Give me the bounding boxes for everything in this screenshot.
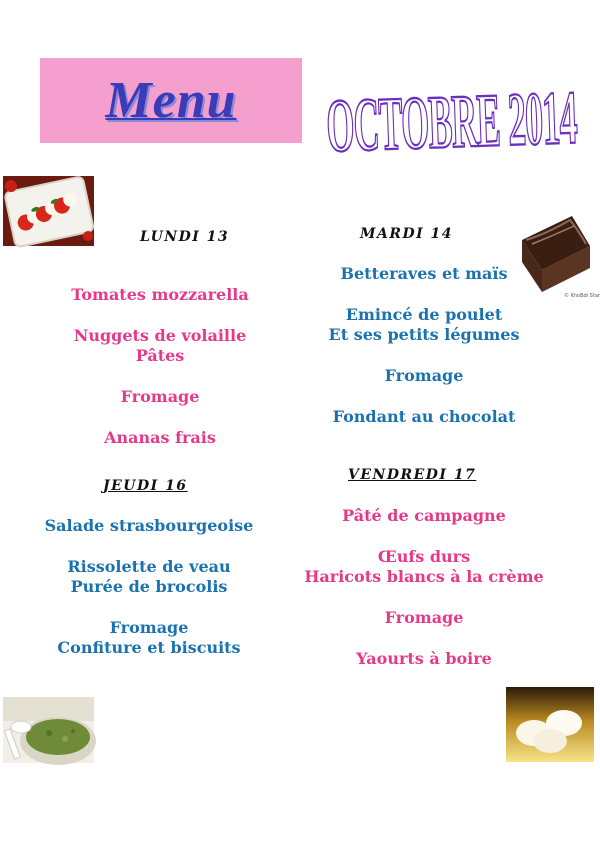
- eggs-photo: [506, 687, 594, 762]
- dish-side: Et ses petits légumes: [328, 325, 520, 344]
- tomato-mozzarella-photo: [3, 176, 94, 246]
- pesto-spoon-photo: [3, 697, 94, 763]
- dish-side: Haricots blancs à la crème: [304, 567, 544, 586]
- day-label-jeudi: JEUDI 16: [103, 478, 188, 494]
- dish-starter: Pâté de campagne: [342, 506, 506, 525]
- day-label-mardi: MARDI 14: [360, 226, 454, 242]
- dish-dessert: Confiture et biscuits: [57, 638, 241, 657]
- dish-dessert: Yaourts à boire: [356, 649, 492, 668]
- dish-main: Œufs durs: [377, 547, 471, 566]
- svg-text:© KhoBdi Star: © KhoBdi Star: [564, 293, 600, 299]
- dish-cheese: Fromage: [384, 608, 464, 627]
- menu-title: Menu: [105, 72, 237, 129]
- day-label-lundi: LUNDI 13: [140, 229, 230, 245]
- dish-main: Nuggets de volaille: [73, 326, 247, 345]
- dish-side: Purée de brocolis: [70, 577, 228, 596]
- menu-vendredi: [290, 506, 558, 669]
- dish-cheese: Fromage: [109, 618, 189, 637]
- menu-jeudi: [20, 516, 278, 658]
- dish-dessert: Fondant au chocolat: [332, 407, 516, 426]
- dish-side: Pâtes: [135, 346, 185, 365]
- month-title: OCTOBRE 2014: [325, 74, 579, 168]
- menu-lundi: [30, 285, 290, 448]
- menu-mardi: [300, 264, 548, 427]
- dish-starter: Betteraves et maïs: [340, 264, 508, 283]
- dish-dessert: Ananas frais: [104, 428, 216, 447]
- dish-cheese: Fromage: [120, 387, 200, 406]
- dish-main: Rissolette de veau: [67, 557, 231, 576]
- dish-starter: Salade strasbourgeoise: [44, 516, 254, 535]
- dish-starter: Tomates mozzarella: [71, 285, 249, 304]
- menu-banner: [40, 58, 302, 143]
- day-label-vendredi: VENDREDI 17: [348, 467, 477, 483]
- dish-main: Emincé de poulet: [345, 305, 503, 324]
- dish-cheese: Fromage: [384, 366, 464, 385]
